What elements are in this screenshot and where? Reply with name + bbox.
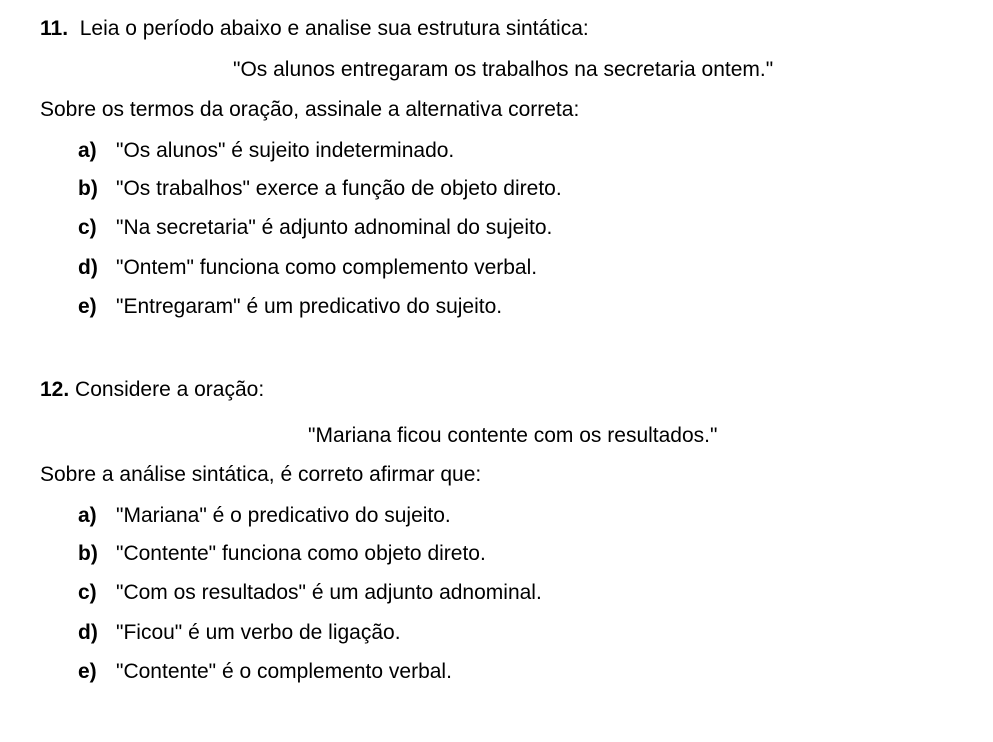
option-text: "Contente" é o complemento verbal.: [116, 660, 452, 683]
question-11-header: [40, 16, 589, 42]
option-text: "Os alunos" é sujeito indeterminado.: [116, 139, 455, 162]
question-12-option-c: [78, 580, 542, 606]
question-11-option-c: [78, 215, 552, 241]
question-11-option-b: [78, 176, 562, 202]
question-11-option-d: [78, 255, 537, 281]
option-letter: c): [78, 581, 97, 604]
option-letter: e): [78, 660, 97, 683]
option-text: "Entregaram" é um predicativo do sujeito.: [116, 295, 503, 318]
question-number: 12.: [40, 378, 70, 401]
option-text: "Ontem" funciona como complemento verbal.: [116, 256, 538, 279]
question-11-instruction: Sobre os termos da oração, assinale a alternativa correta:: [40, 98, 580, 121]
option-letter: a): [78, 504, 97, 527]
option-letter: c): [78, 216, 97, 239]
question-prompt: Considere a oração:: [75, 378, 265, 401]
question-12-option-a: [78, 503, 451, 529]
option-text: "Com os resultados" é um adjunto adnominal.: [116, 581, 542, 604]
question-12-option-b: [78, 541, 486, 567]
question-prompt: Leia o período abaixo e analise sua estrutura sintática:: [79, 17, 589, 40]
option-text: "Na secretaria" é adjunto adnominal do sujeito.: [116, 216, 553, 239]
option-letter: b): [78, 542, 98, 565]
option-letter: d): [78, 621, 98, 644]
question-12-instruction: Sobre a análise sintática, é correto afirmar que:: [40, 463, 482, 486]
question-12-header: [40, 377, 264, 403]
question-12-option-d: [78, 620, 401, 646]
option-text: "Mariana" é o predicativo do sujeito.: [116, 504, 451, 527]
option-text: "Ficou" é um verbo de ligação.: [116, 621, 401, 644]
option-letter: e): [78, 295, 97, 318]
option-text: "Os trabalhos" exerce a função de objeto direto.: [116, 177, 562, 200]
question-11-option-a: [78, 138, 454, 164]
option-text: "Contente" funciona como objeto direto.: [116, 542, 486, 565]
option-letter: a): [78, 139, 97, 162]
option-letter: b): [78, 177, 98, 200]
question-12-sentence: "Mariana ficou contente com os resultados.": [308, 424, 718, 447]
option-letter: d): [78, 256, 98, 279]
question-11-option-e: [78, 294, 502, 320]
question-12-option-e: [78, 659, 452, 685]
question-number: 11.: [40, 17, 69, 40]
question-11-sentence: "Os alunos entregaram os trabalhos na secretaria ontem.": [233, 58, 774, 81]
